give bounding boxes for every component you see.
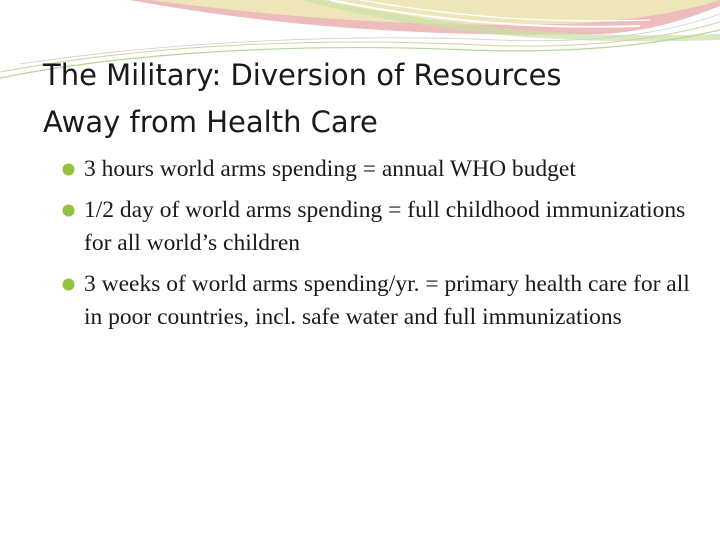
- bullet-item: [62, 268, 702, 335]
- slide-title-line-2: Away from Health Care: [43, 105, 378, 139]
- bullet-item: [62, 153, 702, 187]
- bullet-circle-icon: [62, 278, 75, 291]
- bullet-circle-icon: [62, 204, 75, 217]
- slide-title-line-1: The Military: Diversion of Resources: [43, 58, 562, 92]
- bullet-item: [62, 194, 702, 261]
- bullet-text: 3 hours world arms spending = annual WHO budget: [84, 156, 576, 182]
- slide-title: [43, 52, 703, 146]
- bullet-circle-icon: [62, 163, 75, 176]
- bullet-list: [62, 153, 702, 342]
- bullet-text: 1/2 day of world arms spending = full childhood immunizations for all world’s children: [84, 196, 686, 256]
- bullet-text: 3 weeks of world arms spending/yr. = primary health care for all in poor countries, incl. safe water and full immunizations: [84, 270, 690, 330]
